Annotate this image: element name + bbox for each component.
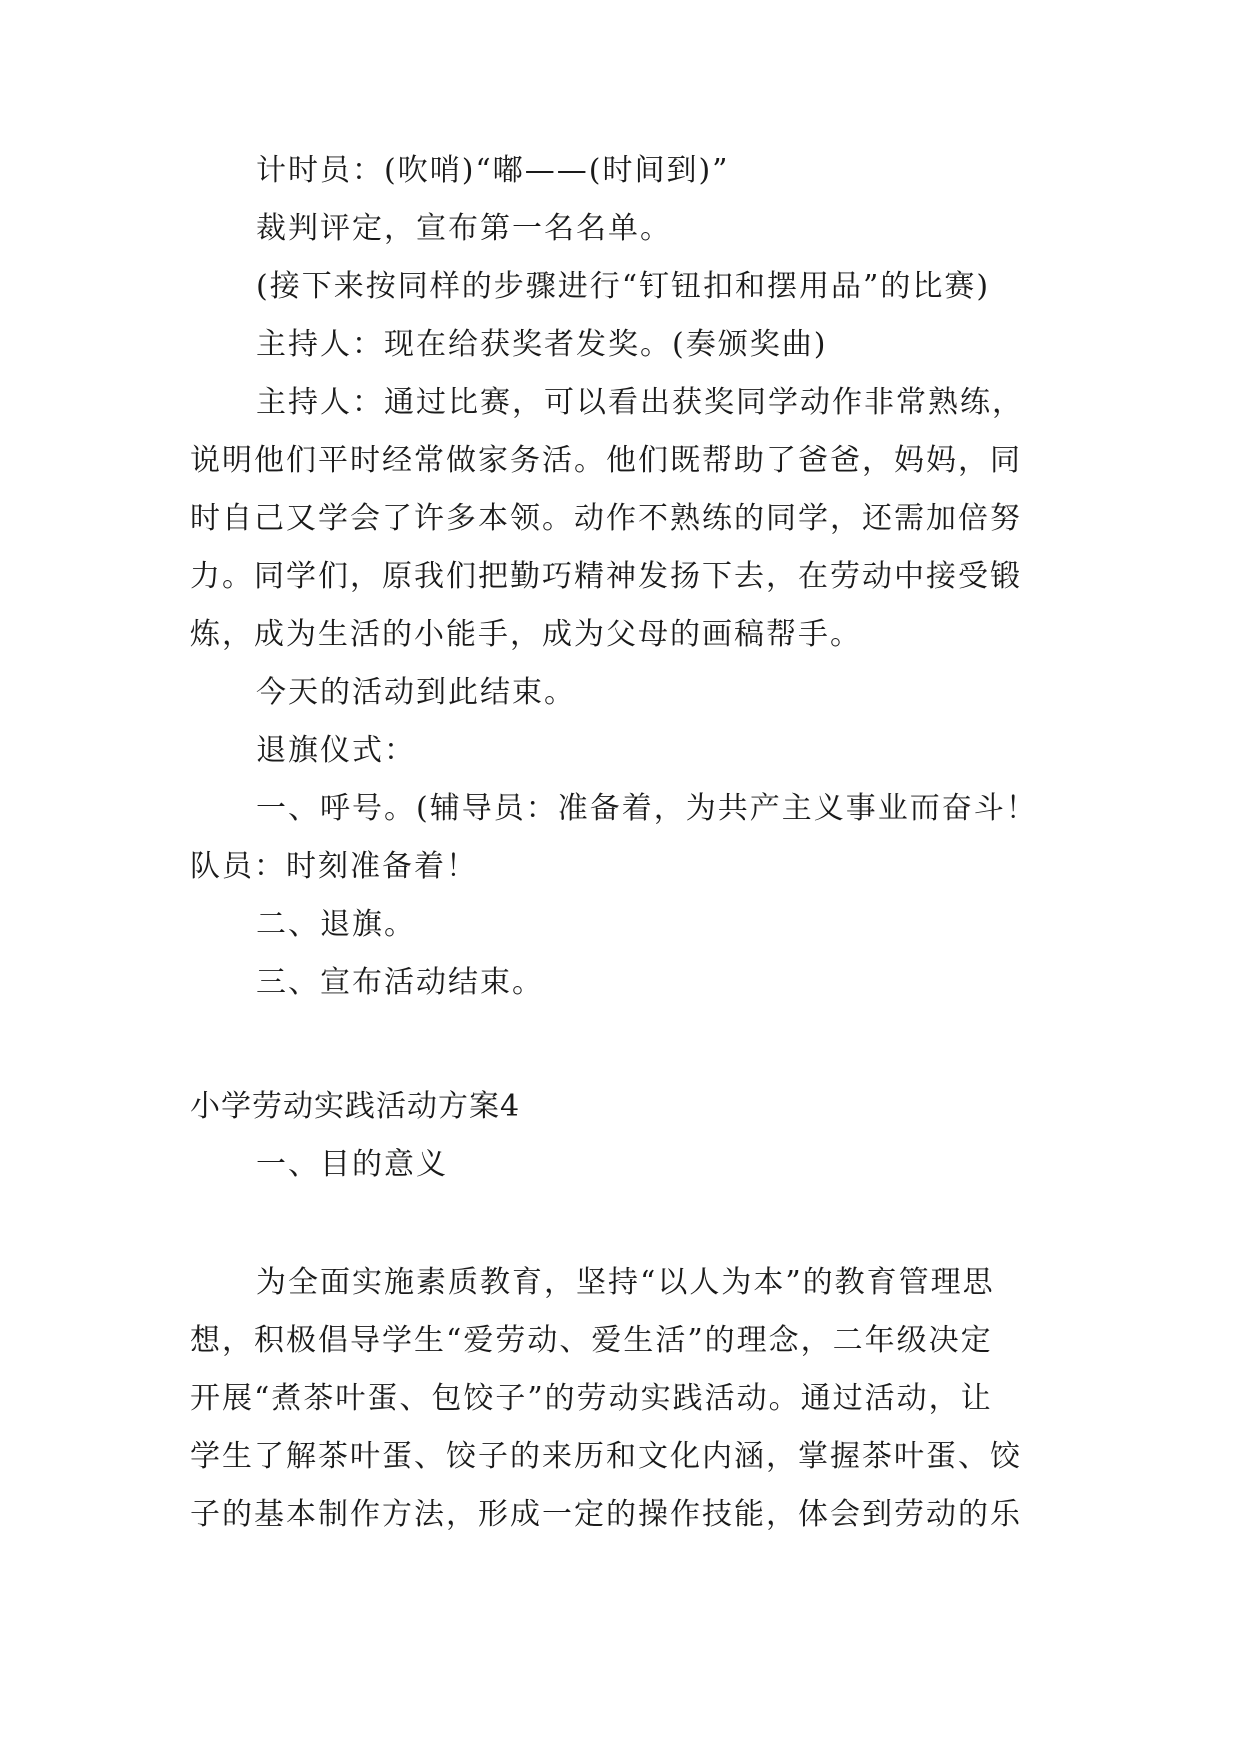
paragraph-line: 主持人：现在给获奖者发奖。(奏颁奖曲) [256,327,828,362]
paragraph-line: 今天的活动到此结束。 [256,675,576,710]
subsection-title: 一、目的意义 [256,1147,448,1182]
paragraph-line: 队员：时刻准备着！ [190,849,478,884]
paragraph-line: 退旗仪式： [256,733,416,768]
paragraph-line: 二、退旗。 [256,907,416,942]
paragraph-line: 为全面实施素质教育，坚持“以人为本”的教育管理思 [256,1265,995,1300]
paragraph-line: 三、宣布活动结束。 [256,965,544,1000]
paragraph-line: 一、呼号。(辅导员：准备着，为共产主义事业而奋斗！ [256,791,1038,826]
paragraph-line: 想，积极倡导学生“爱劳动、爱生活”的理念，二年级决定 [190,1323,993,1358]
paragraph-line: 时自己又学会了许多本领。动作不熟练的同学，还需加倍努 [190,501,1022,536]
paragraph-line: 裁判评定，宣布第一名名单。 [256,211,672,246]
paragraph-line: 炼，成为生活的小能手，成为父母的画稿帮手。 [190,617,862,652]
paragraph-line: 说明他们平时经常做家务活。他们既帮助了爸爸，妈妈，同 [190,443,1022,478]
paragraph-line: 力。同学们，原我们把勤巧精神发扬下去，在劳动中接受锻 [190,559,1022,594]
paragraph-line: 子的基本制作方法，形成一定的操作技能，体会到劳动的乐 [190,1497,1022,1532]
paragraph-line: 开展“煮茶叶蛋、包饺子”的劳动实践活动。通过活动，让 [190,1381,993,1416]
paragraph-line: 学生了解茶叶蛋、饺子的来历和文化内涵，掌握茶叶蛋、饺 [190,1439,1022,1474]
paragraph-line: (接下来按同样的步骤进行“钉钮扣和摆用品”的比赛) [256,269,991,304]
paragraph-line: 计时员：(吹哨)“嘟——(时间到)” [256,153,730,188]
section-title: 小学劳动实践活动方案4 [190,1089,521,1124]
paragraph-line: 主持人：通过比赛，可以看出获奖同学动作非常熟练， [256,385,1024,420]
